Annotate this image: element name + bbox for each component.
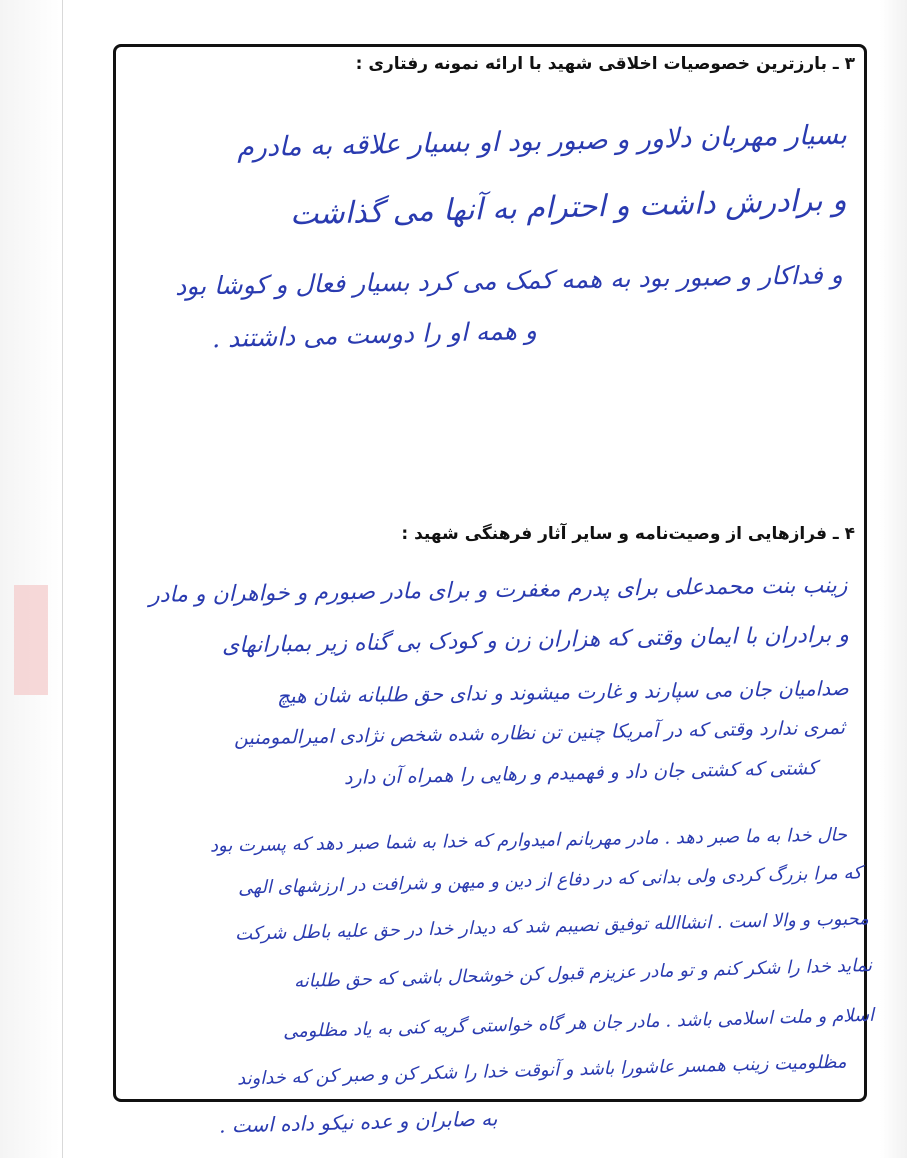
pink-margin-mark — [14, 585, 48, 695]
handwritten-line: و برادران با ایمان وقتی که هزاران زن و کودک بی گناه زیر بمبارانهای — [221, 622, 850, 659]
section-4-heading: ۴ ـ فرازهایی از وصیت‌نامه و سایر آثار فرهنگی شهید : — [401, 524, 855, 544]
handwritten-line: و برادرش داشت و احترام به آنها می گذاشت — [289, 182, 848, 233]
handwritten-line: که مرا بزرگ کردی ولی بدانی که در دفاع از دین و میهن و شرافت در ارزشهای الهی — [237, 862, 863, 899]
handwritten-line: صدامیان جان می سپارند و غارت میشوند و ندای حق طلبانه شان هیچ — [277, 676, 850, 708]
handwritten-line: مظلومیت زینب همسر عاشورا باشد و آنوقت خدا را شکر کن و صبر کن که خداوند — [237, 1051, 848, 1090]
handwritten-line: زینب بنت محمدعلی برای پدرم مغفرت و برای مادر صبورم و خواهران و مادر — [148, 573, 848, 608]
handwritten-line: ثمری ندارد وقتی که در آمریکا چنین تن نظاره شده شخص نژادی امیرالمومنین — [233, 716, 846, 750]
handwritten-line: اسلام و ملت اسلامی باشد . مادر جان هر گاه خواستی گریه کنی به یاد مظلومی — [282, 1004, 875, 1043]
handwritten-line: بسیار مهربان دلاور و صبور بود او بسیار علاقه به مادرم — [236, 119, 848, 164]
handwritten-line: و فداکار و صبور بود به همه کمک می کرد بسیار فعال و کوشا بود — [175, 260, 844, 301]
handwritten-line: حال خدا به ما صبر دهد . مادر مهربانم امیدوارم که خدا به شما صبر دهد که پسرت بود — [209, 824, 848, 857]
handwritten-line: به صابران و عده نیکو داده است . — [218, 1106, 498, 1138]
handwritten-line: کشتی که کشتی جان داد و فهمیدم و رهایی را همراه آن دارد — [343, 757, 818, 789]
handwritten-line: نماید خدا را شکر کنم و تو مادر عزیزم قبول کن خوشحال باشی که حق طلبانه — [293, 954, 873, 993]
page-fold-line — [62, 0, 63, 1158]
handwritten-line: محبوب و والا است . انشاالله توفیق نصیبم شد که دیدار خدا در حق علیه باطل شرکت — [234, 908, 870, 945]
handwritten-line: و همه او را دوست می داشتند . — [211, 315, 538, 354]
section-3-heading: ۳ ـ بارزترین خصوصیات اخلاقی شهید با ارائه نمونه رفتاری : — [355, 54, 855, 74]
